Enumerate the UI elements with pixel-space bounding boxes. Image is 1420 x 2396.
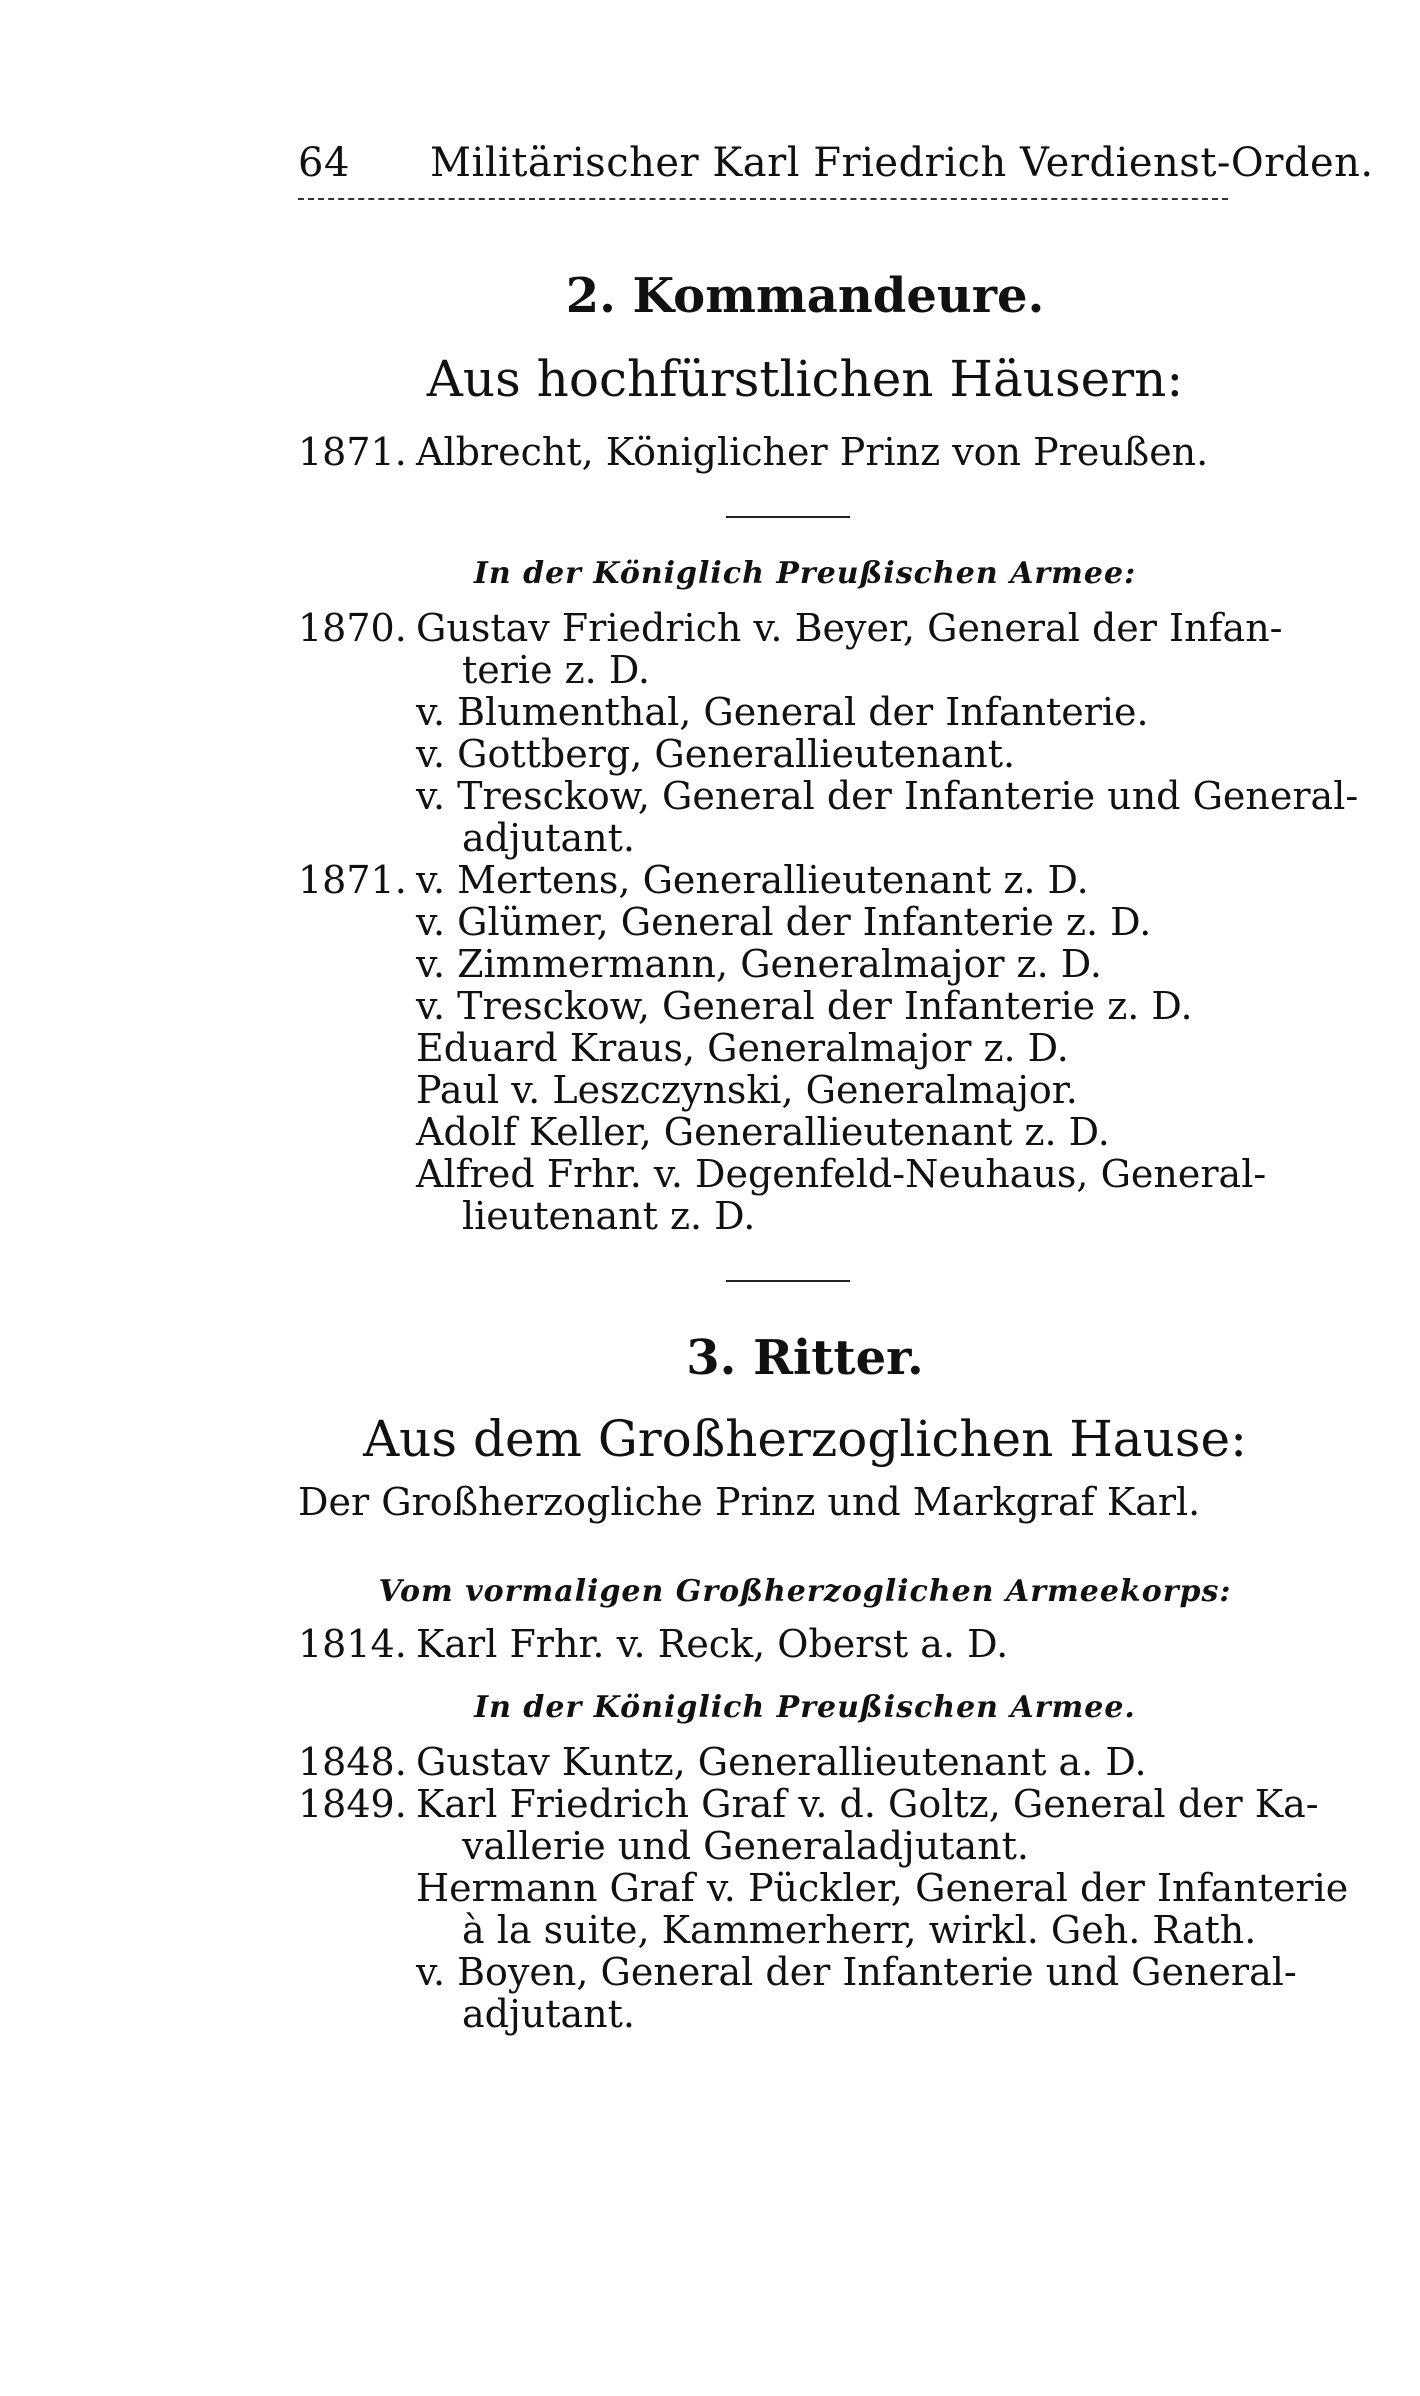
- entry-kuntz: Gustav Kuntz, Generallieutenant a. D.: [416, 1740, 1147, 1784]
- entry-keller: Adolf Keller, Generallieutenant z. D.: [416, 1110, 1110, 1154]
- entry-degenfeld: Alfred Frhr. v. Degenfeld-Neuhaus, General-: [416, 1152, 1267, 1196]
- prussian-army-heading: In der Königlich Preußischen Armee:: [473, 556, 1137, 591]
- entry-goltz-cont: vallerie und Generaladjutant.: [462, 1824, 1029, 1868]
- entry-goltz: Karl Friedrich Graf v. d. Goltz, General der Ka-: [416, 1782, 1319, 1826]
- entry-pueckler-cont: à la suite, Kammerherr, wirkl. Geh. Rath.: [462, 1908, 1257, 1952]
- entry-blumenthal: v. Blumenthal, General der Infanterie.: [416, 690, 1149, 734]
- entry-tresckow-1: v. Tresckow, General der Infanterie und General-: [416, 774, 1359, 818]
- running-title: Militärischer Karl Friedrich Verdienst-Orden.: [430, 140, 1374, 186]
- year-1849: 1849.: [298, 1782, 407, 1826]
- year-1848: 1848.: [298, 1740, 407, 1784]
- prince-albrecht-entry: Albrecht, Königlicher Prinz von Preußen.: [416, 430, 1209, 474]
- header-rule: [298, 198, 1228, 200]
- entry-leszczynski: Paul v. Leszczynski, Generalmajor.: [416, 1068, 1078, 1112]
- entry-gottberg: v. Gottberg, Generallieutenant.: [416, 732, 1016, 776]
- section-3-subtitle: Aus dem Großherzoglichen Hause:: [363, 1410, 1247, 1468]
- section-2-title: 2. Kommandeure.: [565, 268, 1045, 324]
- markgraf-karl-line: Der Großherzogliche Prinz und Markgraf Karl.: [298, 1480, 1201, 1524]
- entry-boyen-cont: adjutant.: [462, 1992, 635, 2036]
- entry-tresckow-1-cont: adjutant.: [462, 816, 635, 860]
- entry-zimmermann: v. Zimmermann, Generalmajor z. D.: [416, 942, 1102, 986]
- entry-pueckler: Hermann Graf v. Pückler, General der Infanterie: [416, 1866, 1349, 1910]
- entry-boyen: v. Boyen, General der Infanterie und General-: [416, 1950, 1297, 1994]
- section-3-title: 3. Ritter.: [686, 1330, 924, 1386]
- year-1814: 1814.: [298, 1622, 407, 1666]
- former-army-corps-heading: Vom vormaligen Großherzoglichen Armeekorps:: [378, 1574, 1232, 1609]
- year-1871: 1871.: [298, 858, 407, 902]
- entry-reck: Karl Frhr. v. Reck, Oberst a. D.: [416, 1622, 1009, 1666]
- entry-kraus: Eduard Kraus, Generalmajor z. D.: [416, 1026, 1069, 1070]
- entry-degenfeld-cont: lieutenant z. D.: [462, 1194, 756, 1238]
- entry-gluemer: v. Glümer, General der Infanterie z. D.: [416, 900, 1152, 944]
- section-divider: [726, 1280, 850, 1282]
- running-head: [298, 140, 1374, 196]
- entry-beyer: Gustav Friedrich v. Beyer, General der Infan-: [416, 606, 1283, 650]
- entry-mertens: v. Mertens, Generallieutenant z. D.: [416, 858, 1089, 902]
- section-divider: [726, 516, 850, 518]
- year-1871-prince: 1871.: [298, 430, 407, 474]
- entry-beyer-cont: terie z. D.: [462, 648, 651, 692]
- section-2-subtitle: Aus hochfürstlichen Häusern:: [426, 350, 1184, 408]
- year-1870: 1870.: [298, 606, 407, 650]
- entry-tresckow-2: v. Tresckow, General der Infanterie z. D.: [416, 984, 1193, 1028]
- prussian-army-heading-2: In der Königlich Preußischen Armee.: [474, 1690, 1136, 1725]
- page-number: 64: [298, 140, 350, 186]
